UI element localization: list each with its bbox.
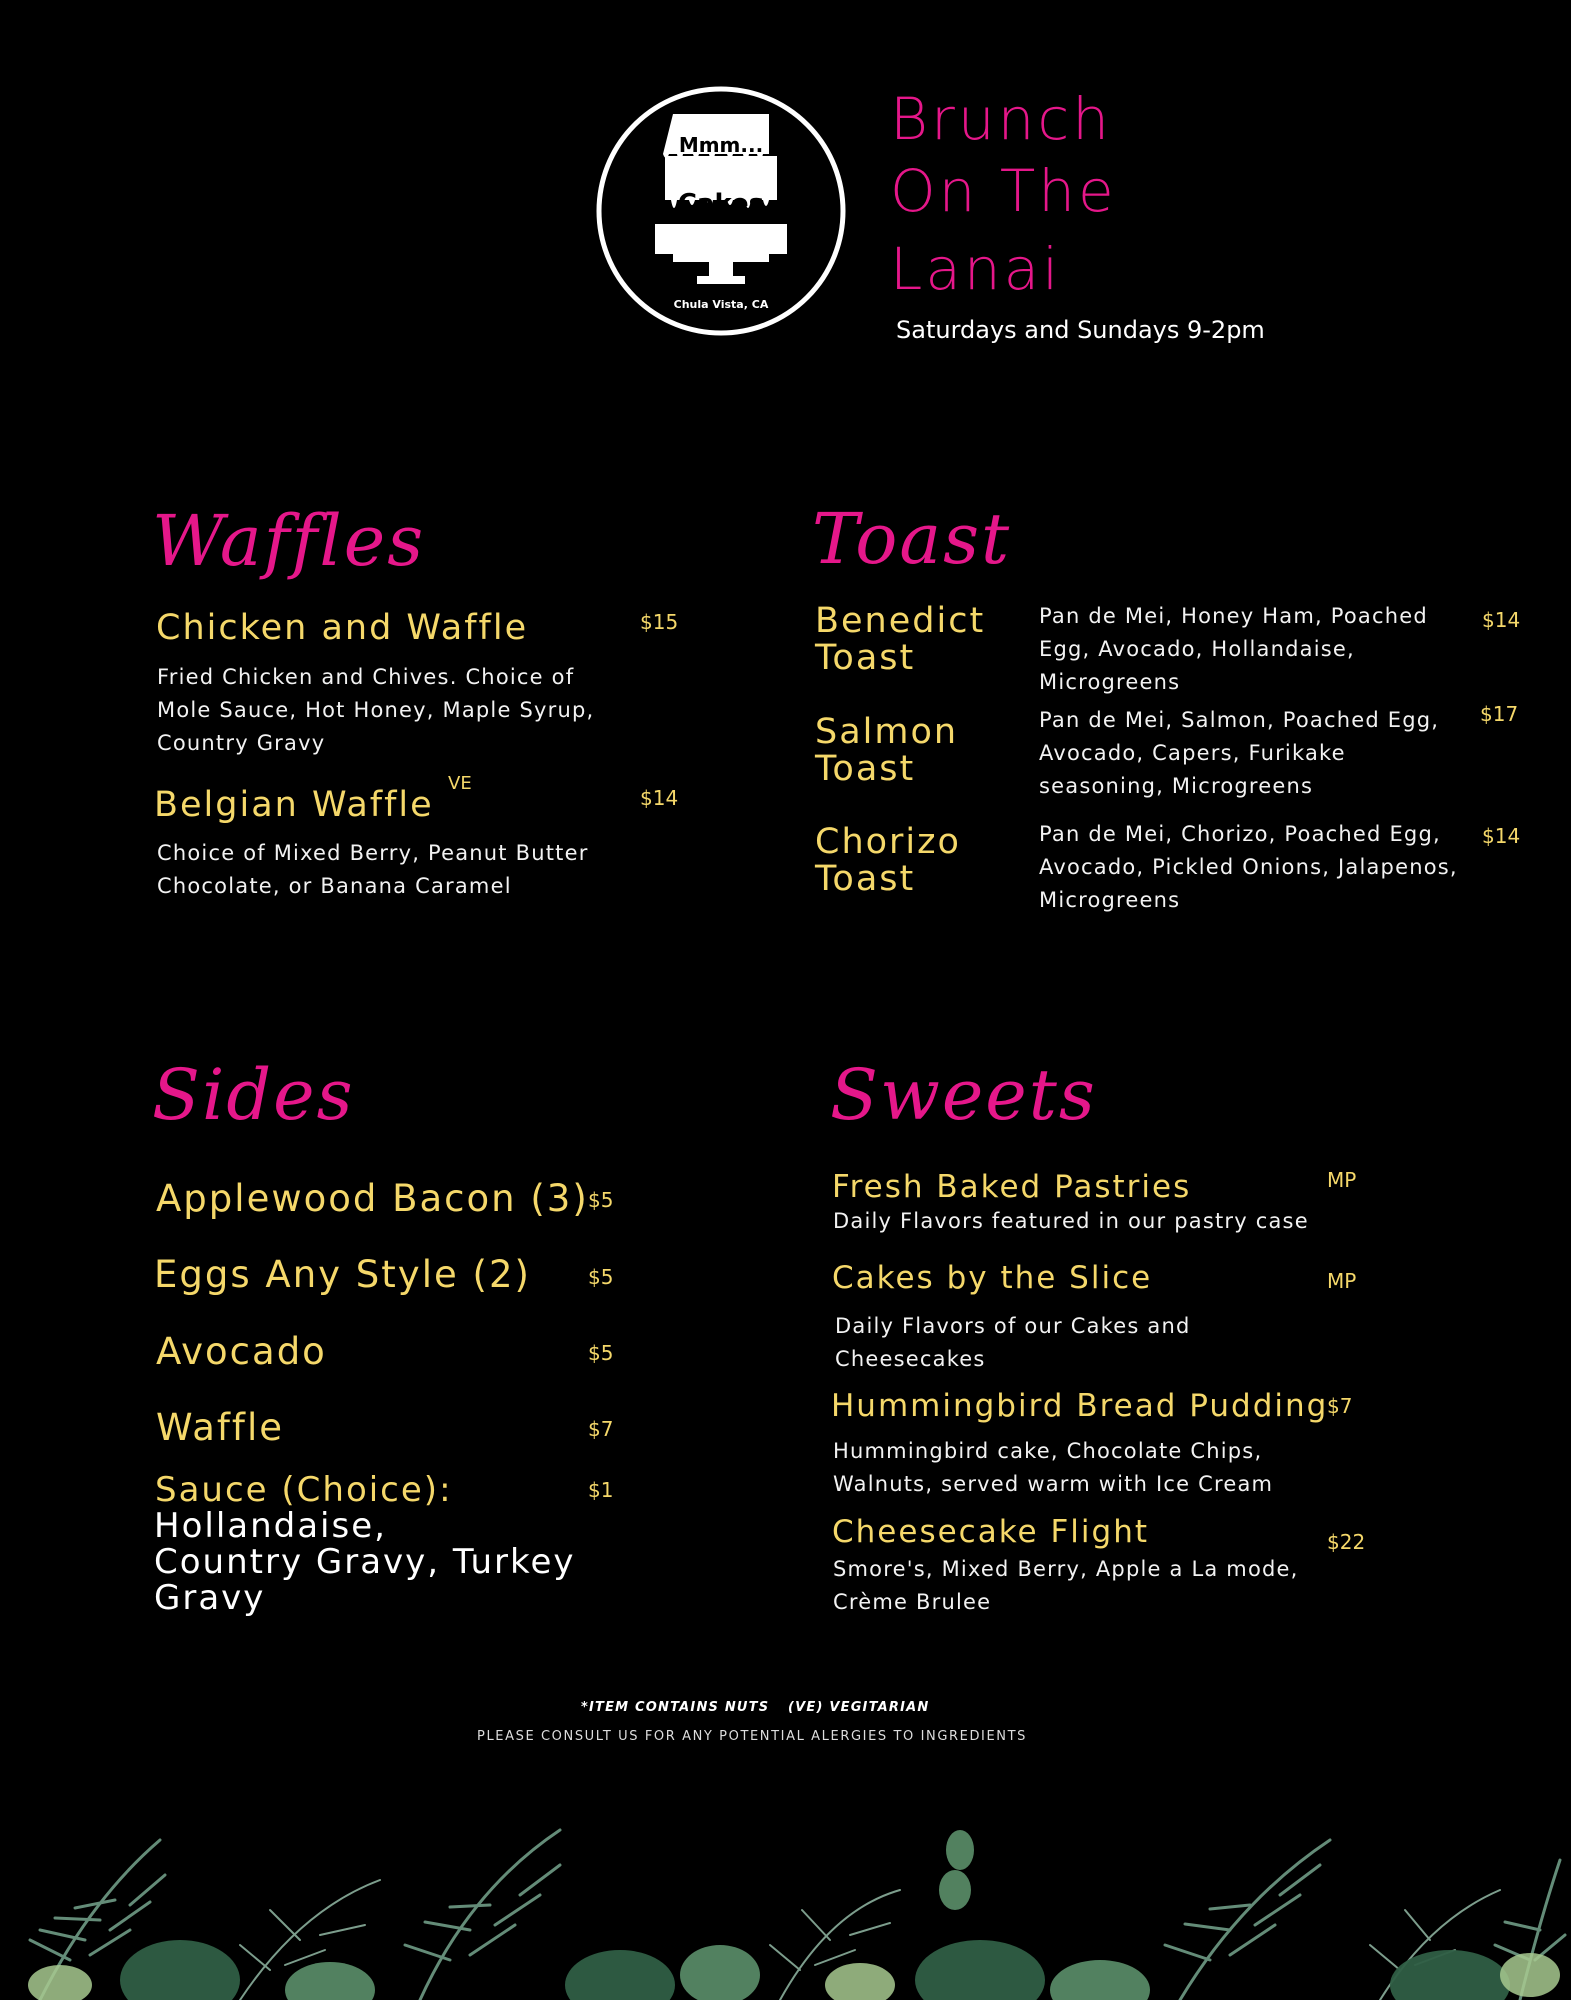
menu-item-price: $14 [640, 786, 679, 810]
side-item-price: $5 [588, 1188, 614, 1212]
menu-item-name: Belgian Waffle [154, 785, 434, 825]
title-line-1: Brunch [890, 85, 1112, 153]
menu-item-description: Pan de Mei, Salmon, Poached Egg, Avocado, Capers, Furikake seasoning, Microgreens [1039, 708, 1440, 798]
menu-item-description: Smore's, Mixed Berry, Apple a La mode, Crème Brulee [833, 1557, 1299, 1614]
title-line-3: Lanai [890, 235, 1062, 303]
menu-item-name: Hummingbird Bread Pudding [831, 1388, 1329, 1424]
side-item-price: $5 [588, 1341, 614, 1365]
menu-item-name: Cheesecake Flight [832, 1514, 1150, 1550]
menu-item-name: Cakes by the Slice [832, 1260, 1153, 1296]
side-item-name: Waffle [156, 1406, 284, 1449]
sides-heading: Sides [152, 1054, 355, 1136]
menu-item-description: Pan de Mei, Chorizo, Poached Egg, Avocado, Pickled Onions, Jalapenos, Microgreens [1039, 822, 1458, 912]
side-item-name: Eggs Any Style (2) [154, 1253, 531, 1296]
menu-item-price: MP [1327, 1269, 1357, 1293]
nuts-note: *ITEM CONTAINS NUTS [581, 1700, 770, 1715]
menu-item-description: Hummingbird cake, Chocolate Chips, Walnuts, served warm with Ice Cream [833, 1439, 1274, 1496]
waffles-heading: Waffles [152, 500, 426, 582]
menu-item-description: Pan de Mei, Honey Ham, Poached Egg, Avocado, Hollandaise, Microgreens [1039, 604, 1428, 694]
sweets-heading: Sweets [830, 1054, 1097, 1136]
menu-item-name: Salmon Toast [815, 712, 959, 789]
side-item-price: $7 [588, 1417, 614, 1441]
side-item-price: $5 [588, 1265, 614, 1289]
menu-item-price: $22 [1327, 1530, 1366, 1554]
brand-logo [593, 86, 850, 336]
menu-item-name: Chicken and Waffle [156, 608, 529, 648]
menu-item-price: MP [1327, 1168, 1357, 1192]
sauce-options: Hollandaise, Country Gravy, Turkey Gravy [154, 1506, 576, 1618]
menu-item-name: Benedict Toast [815, 601, 986, 678]
side-item-name: Applewood Bacon (3) [156, 1177, 589, 1220]
brunch-hours: Saturdays and Sundays 9-2pm [896, 316, 1265, 344]
menu-item-price: $17 [1480, 702, 1519, 726]
logo-location: Chula Vista, CA [673, 298, 769, 311]
menu-item-description: Choice of Mixed Berry, Peanut Butter Chocolate, or Banana Caramel [157, 841, 589, 898]
tropical-leaves-border [0, 1780, 1571, 2000]
menu-item-name: Chorizo Toast [815, 822, 961, 899]
side-item-name: Avocado [156, 1330, 327, 1373]
menu-item-description: Daily Flavors of our Cakes and Cheesecakes [835, 1314, 1191, 1371]
allergy-note: PLEASE CONSULT US FOR ANY POTENTIAL ALERGIES TO INGREDIENTS [477, 1729, 1028, 1744]
toast-heading: Toast [812, 498, 1012, 580]
vegetarian-tag: VE [448, 773, 472, 794]
logo-top-text: Mmm... [678, 133, 764, 157]
menu-item-description: Daily Flavors featured in our pastry case [833, 1209, 1309, 1233]
menu-item-name: Fresh Baked Pastries [832, 1169, 1192, 1205]
menu-item-description: Fried Chicken and Chives. Choice of Mole Sauce, Hot Honey, Maple Syrup, Country Gravy [157, 665, 595, 755]
menu-item-price: $14 [1482, 824, 1521, 848]
sauce-price: $1 [588, 1478, 614, 1502]
title-line-2: On The [890, 157, 1117, 225]
menu-item-price: $7 [1327, 1394, 1353, 1418]
logo-cake-text: Cakes [677, 189, 765, 219]
menu-item-price: $14 [1482, 608, 1521, 632]
sauce-choice-label: Sauce (Choice): [155, 1470, 453, 1510]
menu-item-price: $15 [640, 610, 679, 634]
vegetarian-note: (VE) VEGITARIAN [788, 1700, 930, 1715]
